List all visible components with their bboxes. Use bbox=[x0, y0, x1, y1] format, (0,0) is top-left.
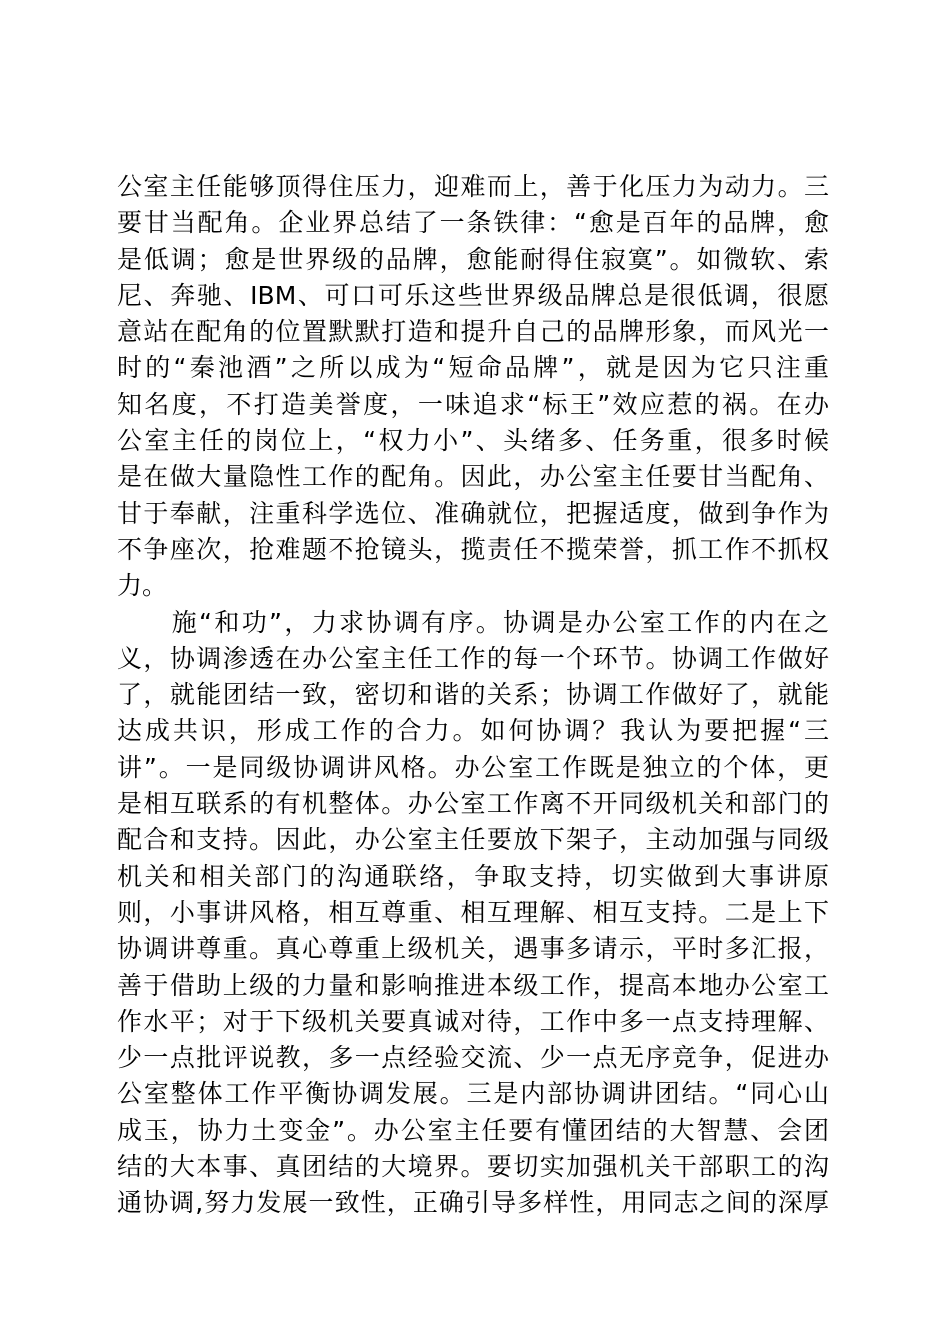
text-line: 公室主任能够顶得住压力，迎难而上，善于化压力为动力。三 bbox=[117, 172, 829, 201]
text-line: 成玉，协力土变金”。办公室主任要有懂团结的大智慧、会团 bbox=[117, 1115, 829, 1145]
document-body bbox=[117, 169, 829, 1222]
text-line: 则，小事讲风格，相互尊重、相互理解、相互支持。二是上下 bbox=[117, 897, 829, 927]
text-line: 是相互联系的有机整体。办公室工作离不开同级机关和部门的 bbox=[117, 789, 829, 819]
text-line: 义，协调渗透在办公室主任工作的每一个环节。协调工作做好 bbox=[117, 643, 829, 673]
text-line: 讲”。一是同级协调讲风格。办公室工作既是独立的个体，更 bbox=[117, 752, 829, 782]
text-line: 是在做大量隐性工作的配角。因此，办公室主任要甘当配角、 bbox=[117, 462, 829, 492]
text-line: 协调讲尊重。真心尊重上级机关，遇事多请示，平时多汇报， bbox=[117, 934, 829, 964]
text-line: 达成共识，形成工作的合力。如何协调？我认为要把握“三 bbox=[117, 716, 829, 746]
text-line: 公室主任的岗位上，“权力小”、头绪多、任务重，很多时候 bbox=[117, 426, 829, 456]
text-line: 公室整体工作平衡协调发展。三是内部协调讲团结。“同心山 bbox=[117, 1079, 829, 1109]
text-line: 少一点批评说教，多一点经验交流、少一点无序竞争，促进办 bbox=[117, 1043, 829, 1073]
text-line: 知名度，不打造美誉度，一味追求“标王”效应惹的祸。在办 bbox=[117, 389, 829, 419]
text-line: 了，就能团结一致，密切和谐的关系；协调工作做好了，就能 bbox=[117, 680, 829, 710]
text-line: 机关和相关部门的沟通联络，争取支持，切实做到大事讲原 bbox=[117, 861, 829, 891]
text-line: 力。 bbox=[117, 571, 168, 601]
text-line: 作水平；对于下级机关要真诚对待，工作中多一点支持理解、 bbox=[117, 1006, 829, 1036]
text-line: 要甘当配角。企业界总结了一条铁律：“愈是百年的品牌，愈 bbox=[117, 208, 829, 238]
paragraph-start-line: 施“和功”，力求协调有序。协调是办公室工作的内在之 bbox=[117, 607, 829, 637]
text-line: 不争座次，抢难题不抢镜头，揽责任不揽荣誉，抓工作不抓权 bbox=[117, 534, 829, 564]
text-line: 配合和支持。因此，办公室主任要放下架子，主动加强与同级 bbox=[117, 825, 829, 855]
text-line: 甘于奉献，注重科学选位、准确就位，把握适度，做到争作为 bbox=[117, 498, 829, 528]
text-line: 善于借助上级的力量和影响推进本级工作，提高本地办公室工 bbox=[117, 970, 829, 1000]
text-line: 通协调,努力发展一致性，正确引导多样性，用同志之间的深厚 bbox=[117, 1188, 829, 1218]
text-line: 时的“秦池酒”之所以成为“短命品牌”，就是因为它只注重 bbox=[117, 353, 829, 383]
text-line: 是低调；愈是世界级的品牌，愈能耐得住寂寞”。如微软、索 bbox=[117, 244, 829, 274]
text-line: 结的大本事、真团结的大境界。要切实加强机关干部职工的沟 bbox=[117, 1152, 829, 1182]
text-line: 意站在配角的位置默默打造和提升自己的品牌形象，而风光一 bbox=[117, 317, 829, 347]
text-line: 尼、奔驰、IBM、可口可乐这些世界级品牌总是很低调，很愿 bbox=[117, 280, 829, 310]
